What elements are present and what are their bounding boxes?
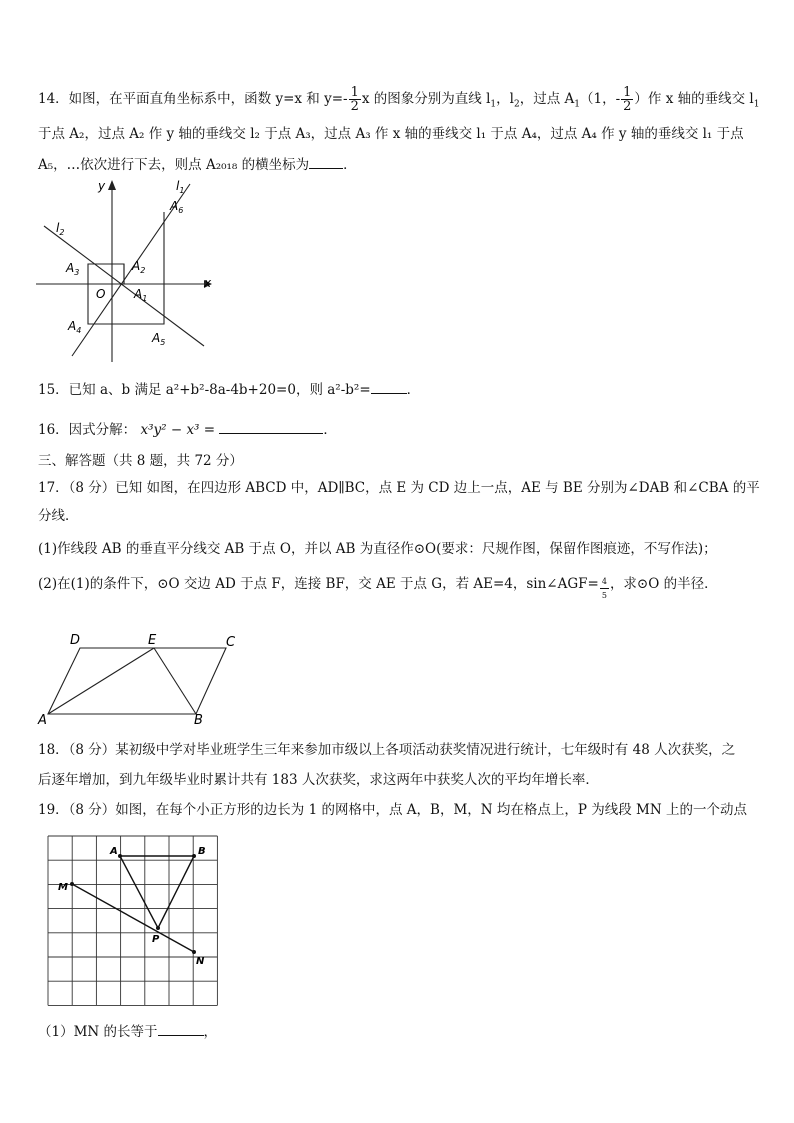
a1-subscript: 1 <box>142 294 148 303</box>
q17-line2: 分线． <box>38 508 79 524</box>
q14-line2: 于点 A₂，过点 A₂ 作 y 轴的垂线交 l₂ 于点 A₃，过点 A₃ 作 x 轴的垂线交 l₁ 于点 A₄，过点 A₄ 作 y 轴的垂线交 l₁ 于点 <box>38 126 744 142</box>
a1-letter: A <box>134 287 143 301</box>
subscript: 1 <box>574 99 580 110</box>
subscript: 1 <box>753 99 760 110</box>
q18-line2: 后逐年增加，到九年级毕业时累计共有 183 人次获奖，求这两年中获奖人次的平均年增长率． <box>38 772 599 788</box>
a6-letter: A <box>170 199 179 213</box>
a3-label <box>65 261 79 277</box>
q14-line3 <box>38 155 357 175</box>
a2-subscript: 2 <box>140 266 146 275</box>
fraction-four-fifths <box>600 575 609 602</box>
q19-line1: 19．（8 分）如图，在每个小正方形的边长为 1 的网格中，点 A，B，M，N 均在格点上，P 为线段 MN 上的一个动点 <box>38 802 747 818</box>
fraction-numerator: 1 <box>623 85 632 100</box>
q16-expression: x³y² − x³ = <box>140 422 216 438</box>
a6-subscript: 6 <box>178 206 184 215</box>
origin-label: O <box>96 287 106 301</box>
l1-letter: l <box>176 179 180 193</box>
point-m <box>70 882 74 886</box>
q14-text-5: （1，- <box>579 91 621 107</box>
fraction-one-half <box>349 86 361 113</box>
point-c-label: C <box>226 635 236 650</box>
l1-subscript: 1 <box>179 186 185 195</box>
l2-subscript: 2 <box>59 228 65 237</box>
point-d-label: D <box>70 633 81 648</box>
fraction-one-half <box>621 86 633 113</box>
q14-text-1: 14．如图，在平面直角坐标系中，函数 y=x 和 y=- <box>38 91 348 107</box>
segment-be <box>154 648 196 714</box>
q14-coordinate-figure <box>36 176 218 366</box>
fraction-denominator: 5 <box>601 591 607 600</box>
section-heading: 三、解答题（共 8 题，共 72 分） <box>38 453 243 469</box>
segment-ap <box>120 856 158 928</box>
q19-grid-figure <box>44 832 230 1008</box>
answer-blank[interactable] <box>309 156 343 169</box>
q18-line1: 18．（8 分）某初级中学对毕业班学生三年来参加市级以上各项活动获奖情况进行统计，七年级时有 48 人次获奖，之 <box>38 742 736 758</box>
y-axis-arrow-icon <box>108 180 116 190</box>
q14-text-3: ，l <box>496 91 514 107</box>
answer-blank[interactable] <box>371 381 407 394</box>
q17-line4 <box>38 574 718 602</box>
a2-label <box>131 259 145 275</box>
q19-sub1-text: （1）MN 的长等于 <box>38 1024 158 1040</box>
l1-label <box>176 179 184 195</box>
point-p[interactable] <box>156 926 160 930</box>
label-b: B <box>198 846 206 857</box>
fraction-numerator: 1 <box>350 85 359 100</box>
label-m: M <box>58 882 68 893</box>
l2-label <box>56 221 64 237</box>
point-n <box>192 950 196 954</box>
a1-label <box>133 287 147 303</box>
subscript: 2 <box>513 99 520 110</box>
fraction-numerator: 4 <box>600 575 609 589</box>
q17-line4-end: ，求⊙O 的半径． <box>609 576 718 592</box>
a3-subscript: 3 <box>74 268 80 277</box>
a5-letter: A <box>152 331 161 345</box>
fraction-denominator: 2 <box>623 99 632 114</box>
q16-text: 16．因式分解： <box>38 422 137 438</box>
q14-line3-text: A₅，…依次进行下去，则点 A₂₀₁₈ 的横坐标为 <box>38 157 310 173</box>
point-b-label: B <box>194 713 203 726</box>
a5-label <box>151 331 165 347</box>
q14-text-4: ，过点 A <box>519 91 575 107</box>
label-p: P <box>152 934 160 945</box>
q16-end: ． <box>323 422 337 438</box>
label-n: N <box>196 956 205 967</box>
q15-text: 15．已知 a、b 满足 a²+b²-8a-4b+20=0，则 a²-b²= <box>38 382 371 398</box>
q15-line <box>38 380 420 400</box>
a5-subscript: 5 <box>160 338 166 347</box>
q14-line1 <box>38 86 759 115</box>
q14-text-2: x 的图象分别为直线 l <box>361 91 491 107</box>
a4-subscript: 4 <box>76 326 82 335</box>
fraction-denominator: 2 <box>350 99 359 114</box>
q16-line <box>38 420 337 440</box>
point-b <box>192 854 196 858</box>
trapezoid-abcd <box>48 648 226 714</box>
a2-letter: A <box>132 259 141 273</box>
segment-mn <box>72 884 194 952</box>
q19-sub1 <box>38 1022 217 1042</box>
point-a <box>118 854 122 858</box>
q17-line4-text: (2)在(1)的条件下，⊙O 交边 AD 于点 F，连接 BF，交 AE 于点 G，若 AE=4，sin∠AGF= <box>38 576 599 592</box>
q19-sub1-end: ， <box>203 1024 218 1040</box>
l2-letter: l <box>56 221 60 235</box>
a4-label <box>67 319 81 335</box>
subscript: 1 <box>490 99 497 110</box>
label-a: A <box>110 846 118 857</box>
q15-end: ． <box>406 382 421 398</box>
a4-letter: A <box>68 319 77 333</box>
point-a-label: A <box>38 713 47 726</box>
segment-bp <box>158 856 194 928</box>
q14-line3-end: ． <box>343 157 357 173</box>
q17-line3: (1)作线段 AB 的垂直平分线交 AB 于点 O，并以 AB 为直径作⊙O(要求：尺规作图，保留作图痕迹，不写作法)； <box>38 541 717 557</box>
answer-blank[interactable] <box>158 1023 204 1036</box>
answer-blank[interactable] <box>219 421 323 434</box>
x-axis-label: x <box>204 276 212 290</box>
y-axis-label: y <box>98 179 106 193</box>
q17-trapezoid-figure <box>34 630 244 726</box>
a3-letter: A <box>66 261 75 275</box>
q14-text-6: ）作 x 轴的垂线交 l <box>634 91 754 107</box>
a6-label <box>169 199 183 215</box>
q17-line1: 17．（8 分）已知 如图，在四边形 ABCD 中，AD∥BC，点 E 为 CD 边上一点，AE 与 BE 分别为∠DAB 和∠CBA 的平 <box>38 480 760 496</box>
point-e-label: E <box>148 633 157 648</box>
